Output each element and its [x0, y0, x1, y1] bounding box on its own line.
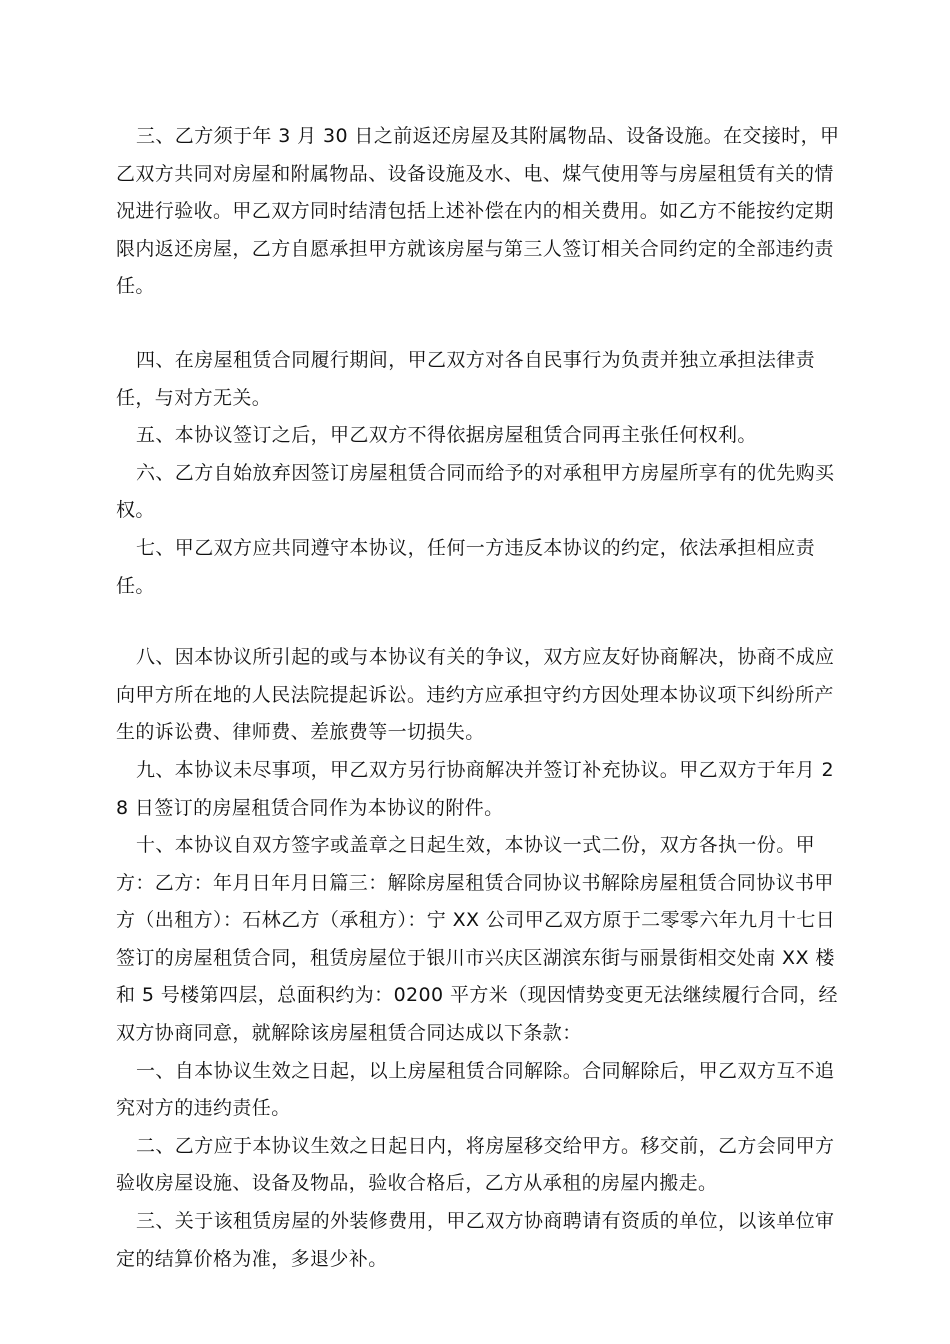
paragraph-clause-7: 七、甲乙双方应共同遵守本协议，任何一方违反本协议的约定，依法承担相应责任。 — [116, 536, 816, 597]
paragraph-clause-3: 三、乙方须于年 3 月 30 日之前返还房屋及其附属物品、设备设施。在交接时，甲乙双方共同对房屋和附属物品、设备设施及水、电、煤气使用等与房屋租赁有关的情况进行验收。甲乙双方同时结清包括上述补偿在内的相关费用。如乙方不能按约定期限内返还房屋，乙方自愿承担甲方就该房屋与第三人签订相关合同约定的全部违约责任。 — [116, 125, 840, 298]
paragraph-clause-8: 八、因本协议所引起的或与本协议有关的争议，双方应友好协商解决，协商不成应向甲方所在地的人民法院提起诉讼。违约方应承担守约方因处理本协议项下纠纷所产生的诉讼费、律师费、差旅费等一切损失。 — [116, 646, 835, 744]
paragraph-clause-9: 九、本协议未尽事项，甲乙双方另行协商解决并签订补充协议。甲乙双方于年月 28 日签订的房屋租赁合同作为本协议的附件。 — [116, 758, 834, 819]
paragraph-clause-5: 五、本协议签订之后，甲乙双方不得依据房屋租赁合同再主张任何权利。 — [136, 424, 757, 447]
paragraph-section3-clause-1: 一、自本协议生效之日起，以上房屋租赁合同解除。合同解除后，甲乙双方互不追究对方的违约责任。 — [116, 1059, 835, 1120]
paragraph-clause-10: 十、本协议自双方签字或盖章之日起生效，本协议一式二份，双方各执一份。甲方：乙方：年月日年月日篇三：解除房屋租赁合同协议书解除房屋租赁合同协议书甲方（出租方）：石林乙方（承租方）：宁 XX 公司甲乙双方原于二零零六年九月十七日签订的房屋租赁合同，租赁房屋位于银川市兴庆区湖滨东街与丽景街相交处南 XX 楼和 5 号楼第四层，总面积约为：0200 平方米（现因情势变更无法继续履行合同，经双方协商同意，就解除该房屋租赁合同达成以下条款： — [116, 834, 838, 1045]
document-body — [116, 118, 842, 1278]
paragraph-clause-6: 六、乙方自始放弃因签订房屋租赁合同而给予的对承租甲方房屋所享有的优先购买权。 — [116, 461, 835, 522]
paragraph-section3-clause-3: 三、关于该租赁房屋的外装修费用，甲乙双方协商聘请有资质的单位，以该单位审定的结算价格为准，多退少补。 — [116, 1210, 835, 1270]
paragraph-section3-clause-2: 二、乙方应于本协议生效之日起日内，将房屋移交给甲方。移交前，乙方会同甲方验收房屋设施、设备及物品，验收合格后，乙方从承租的房屋内搬走。 — [116, 1134, 835, 1195]
paragraph-clause-4: 四、在房屋租赁合同履行期间，甲乙双方对各自民事行为负责并独立承担法律责任，与对方无关。 — [116, 348, 816, 409]
